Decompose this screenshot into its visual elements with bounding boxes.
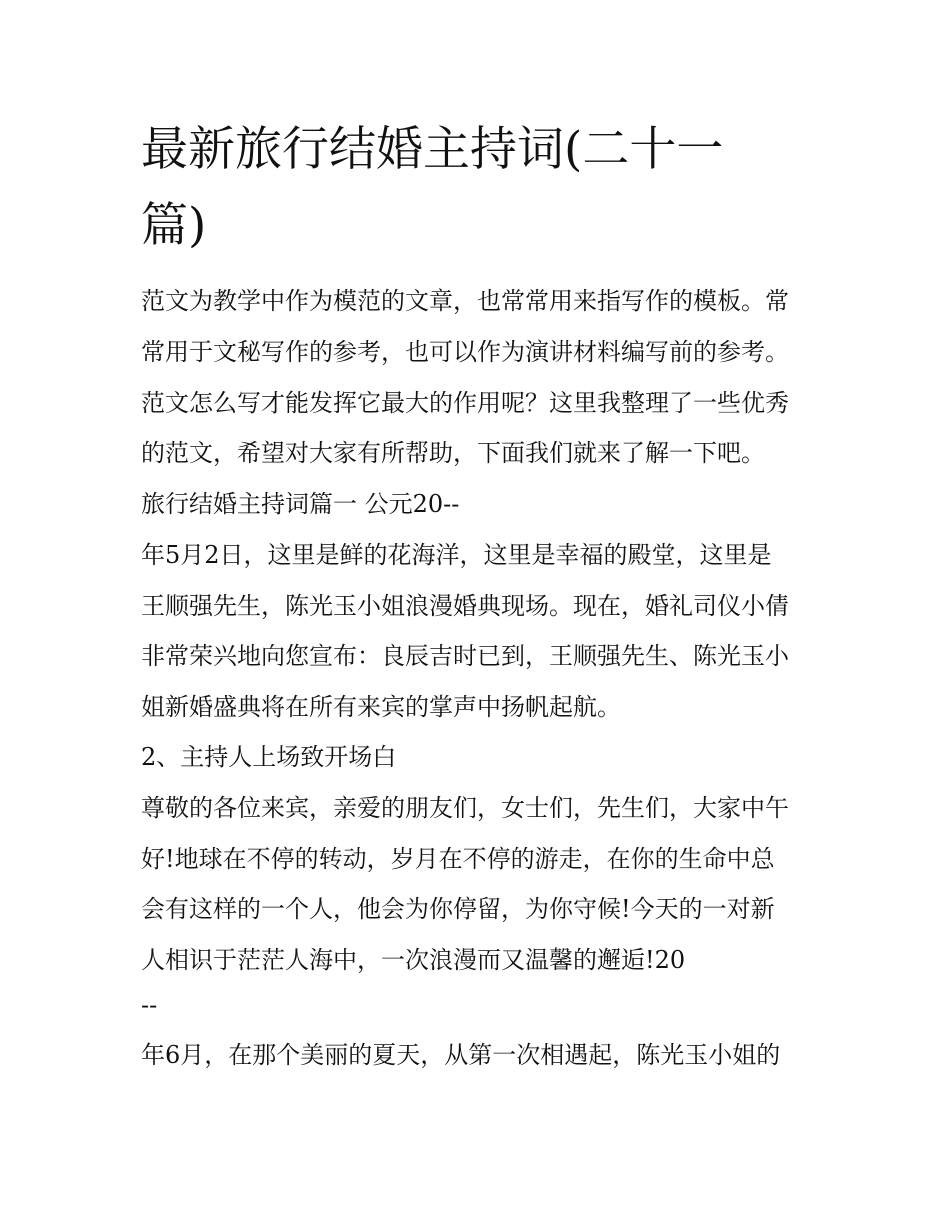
document-title [141,112,821,264]
body-line: 尊敬的各位来宾，亲爱的朋友们，女士们，先生们，大家中午 [141,794,789,822]
section-heading: 旅行结婚主持词篇一 公元20-- [141,490,460,518]
body-line: 年5月2日，这里是鲜的花海洋，这里是幸福的殿堂，这里是 [141,541,772,569]
title-line-2: 篇) [141,198,207,253]
body-line: -- [141,991,158,1019]
body-line: 的范文，希望对大家有所帮助，下面我们就来了解一下吧。 [141,439,765,467]
section-heading: 2、主持人上场致开场白 [141,743,397,771]
body-line: 常用于文秘写作的参考，也可以作为演讲材料编写前的参考。 [141,338,789,366]
body-line: 好!地球在不停的转动，岁月在不停的游走，在你的生命中总 [141,845,775,873]
body-line: 人相识于茫茫人海中，一次浪漫而又温馨的邂逅!20 [141,946,686,974]
body-line: 范文怎么写才能发挥它最大的作用呢？这里我整理了一些优秀 [141,389,789,417]
body-line: 王顺强先生，陈光玉小姐浪漫婚典现场。现在，婚礼司仪小倩 [141,592,789,620]
body-line: 非常荣兴地向您宣布：良辰吉时已到，王顺强先生、陈光玉小 [141,642,789,670]
title-line-1: 最新旅行结婚主持词(二十一 [141,122,724,177]
body-line: 年6月，在那个美丽的夏天，从第一次相遇起，陈光玉小姐的 [141,1041,781,1069]
body-line: 姐新婚盛典将在所有来宾的掌声中扬帆起航。 [141,693,621,721]
body-line: 会有这样的一个人，他会为你停留，为你守候!今天的一对新 [141,895,775,923]
body-line: 范文为教学中作为模范的文章，也常常用来指写作的模板。常 [141,287,789,315]
